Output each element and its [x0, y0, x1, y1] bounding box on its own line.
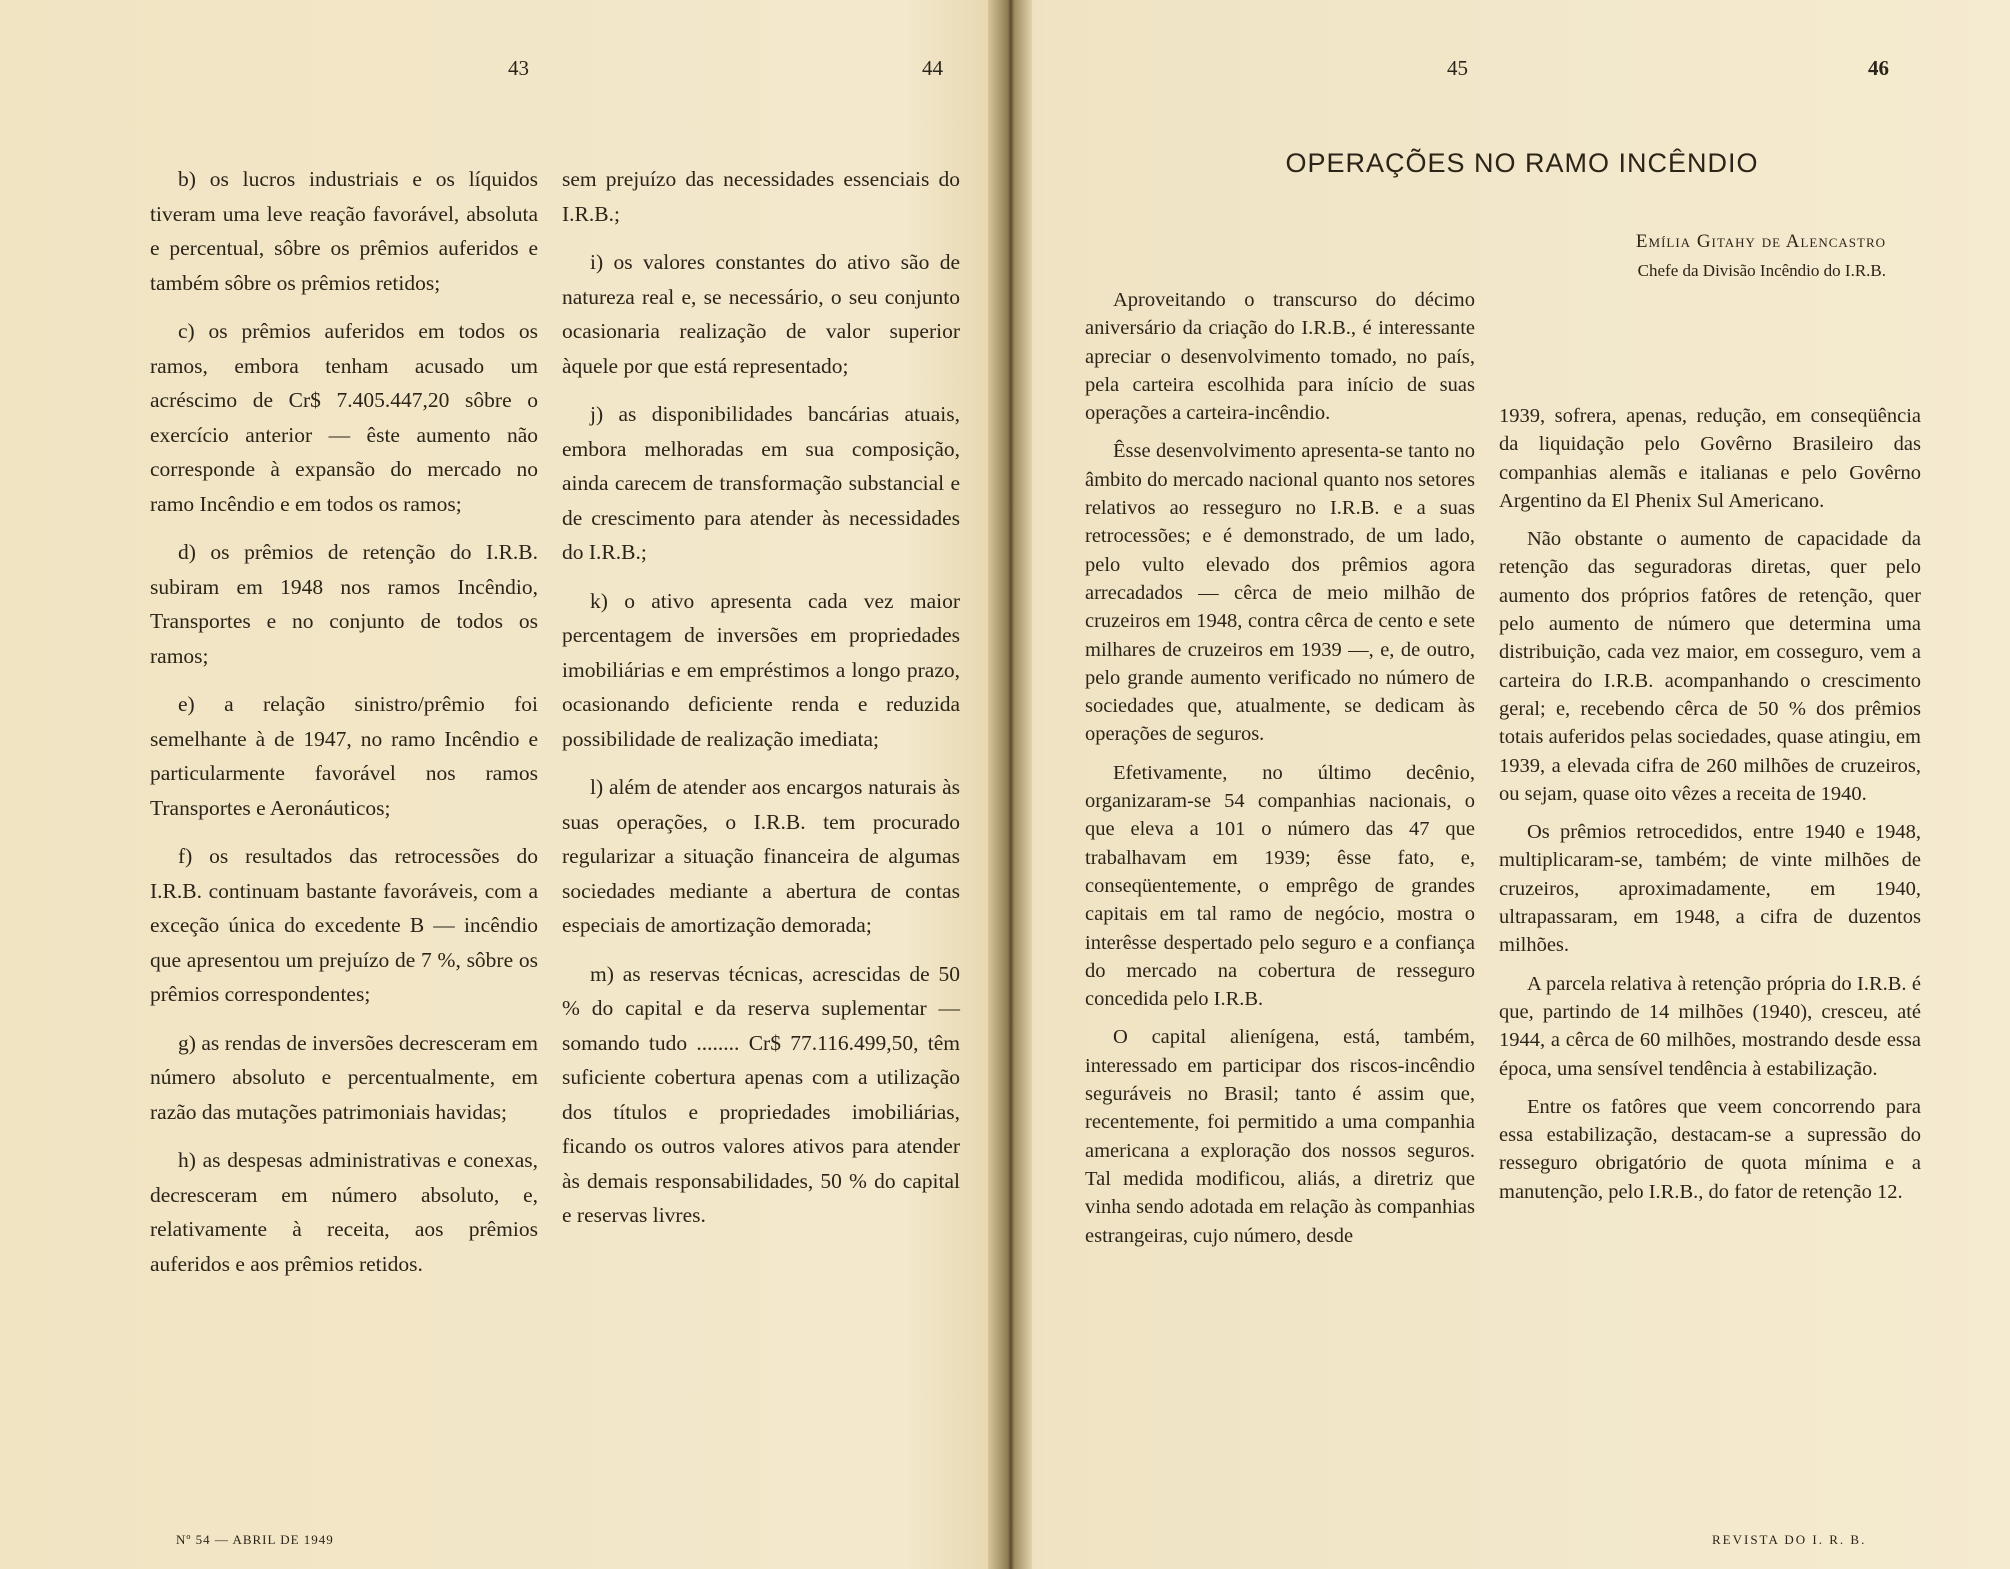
article-paragraph: Os prêmios retrocedidos, entre 1940 e 1948, multiplicaram-se, também; de vinte milhões de cruzeiros, aproximadamente, em 1940, ultrapassaram, em 1948, a cifra de duzentos milhões.	[1499, 821, 1921, 957]
paragraph-b: b) os lucros industriais e os líquidos tiveram uma leve reação favorável, absoluta e percentual, sôbre os prêmios auferidos e também sôbre os prêmios retidos;	[150, 167, 538, 295]
paragraph-k: k) o ativo apresenta cada vez maior percentagem de inversões em propriedades imobiliárias e em empréstimos a longo prazo, ocasionando deficiente renda e reduzida possibilidade de realização imediata;	[562, 588, 960, 751]
paragraph-c: c) os prêmios auferidos em todos os ramos, embora tenham acusado um acréscimo de Cr$ 7.405.447,20 sôbre o exercício anterior — êste aumento não corresponde à expansão do mercado no ramo Incêndio e em todos os ramos;	[150, 319, 538, 516]
issue-footer: Nº 54 — ABRIL DE 1949	[176, 1532, 334, 1547]
paragraph-l: l) além de atender aos encargos naturais às suas operações, o I.R.B. tem procurado regularizar a situação financeira de algumas sociedades mediante a abertura de contas especiais de amortização demorada;	[562, 775, 960, 937]
paragraph-d: d) os prêmios de retenção do I.R.B. subiram em 1948 nos ramos Incêndio, Transportes e no conjunto de todos os ramos;	[150, 540, 538, 668]
right-page	[1032, 0, 2010, 1569]
left-page-column-2	[562, 162, 960, 1247]
article-paragraph: Não obstante o aumento de capacidade da retenção das seguradoras diretas, quer pelo aumento dos próprios fatôres de retenção, quer pelo aumento de número que determina uma distribuição, cada vez maior, em cosseguro, vem a carteira do I.R.B. acompanhando o crescimento geral; e, recebendo cêrca de 50 % dos prêmios totais auferidos pelas sociedades, quase atingiu, em 1939, a elevada cifra de 260 milhões de cruzeiros, ou sejam, quase oito vêzes a receita de 1940.	[1499, 528, 1921, 805]
article-paragraph: 1939, sofrera, apenas, redução, em conseqüência da liquidação pelo Govêrno Brasileiro das companhias alemãs e italianas e pelo Govêrno Argentino da El Phenix Sul Americano.	[1499, 405, 1921, 512]
paragraph-j: j) as disponibilidades bancárias atuais, embora melhoradas em sua composição, ainda carecem de transformação substancial e de crescimento para atender às necessidades do I.R.B.;	[562, 402, 960, 564]
paragraph-m: m) as reservas técnicas, acrescidas de 50 % do capital e da reserva suplementar — somando tudo ........ Cr$ 77.116.499,50, têm suficiente cobertura apenas com a utilização dos títulos e propriedades imobiliárias, ficando os outros valores ativos para atender às demais responsabilidades, 50 % do capital e reservas livres.	[562, 961, 960, 1227]
right-page-column-1	[1085, 286, 1475, 1260]
paragraph-i: i) os valores constantes do ativo são de natureza real e, se necessário, o seu conjunto ocasionaria realização de valor superior àquele por que está representado;	[562, 250, 960, 378]
page-number-46: 46	[1868, 56, 1889, 80]
paragraph-e: e) a relação sinistro/prêmio foi semelhante à de 1947, no ramo Incêndio e particularmente favorável nos ramos Transportes e Aeronáuticos;	[150, 692, 538, 820]
article-title: OPERAÇÕES NO RAMO INCÊNDIO	[1285, 148, 1759, 178]
author-role: Chefe da Divisão Incêndio do I.R.B.	[1637, 261, 1886, 280]
article-paragraph: A parcela relativa à retenção própria do I.R.B. é que, partindo de 14 milhões (1940), cresceu, até 1944, a cêrca de 60 milhões, mostrando desde essa época, uma sensível tendência à estabilização.	[1499, 972, 1921, 1080]
paragraph-f: f) os resultados das retrocessões do I.R.B. continuam bastante favoráveis, com a exceção única do excedente B — incêndio que apresentou um prejuízo de 7 %, sôbre os prêmios correspondentes;	[150, 844, 538, 1006]
article-paragraph: O capital alienígena, está, também, interessado em participar dos riscos-incêndio seguráveis no Brasil; tanto é assim que, recentemente, foi permitido a uma companhia americana a exploração dos nossos seguros. Tal medida modificou, aliás, a diretriz que vinha sendo adotada em relação às companhias estrangeiras, cujo número, desde	[1085, 1026, 1475, 1247]
article-paragraph: Entre os fatôres que veem concorrendo para essa estabilização, destacam-se a supressão do resseguro obrigatório de quota mínima e a manutenção, pelo I.R.B., do fator de retenção 12.	[1499, 1095, 1921, 1203]
page-number-44: 44	[922, 56, 943, 80]
left-page-column-1	[150, 162, 538, 1295]
journal-footer: REVISTA DO I. R. B.	[1712, 1532, 1867, 1547]
paragraph-g: g) as rendas de inversões decresceram em número absoluto e percentualmente, em razão das mutações patrimoniais havidas;	[150, 1030, 538, 1124]
article-paragraph: Aproveitando o transcurso do décimo aniversário da criação do I.R.B., é interessante apreciar o desenvolvimento tomado, no país, pela carteira escolhida para início de suas operações a carteira-incêndio.	[1085, 289, 1475, 425]
right-page-column-2	[1499, 402, 1921, 1216]
book-gutter	[988, 0, 1032, 1569]
left-page	[0, 0, 988, 1569]
article-author: Emília Gitahy de Alencastro	[1635, 231, 1886, 252]
article-paragraph: Êsse desenvolvimento apresenta-se tanto no âmbito do mercado nacional quanto nos setores relativos ao resseguro no I.R.B. e a suas retrocessões; e é demonstrado, de um lado, pelo vulto elevado dos prêmios agora arrecadados — cêrca de meio milhão de cruzeiros em 1948, contra cêrca de cento e sete milhares de cruzeiros em 1939 —, e, de outro, pelo grande aumento verificado no número de sociedades que, atualmente, se dedicam às operações de seguros.	[1085, 440, 1475, 746]
article-paragraph: Efetivamente, no último decênio, organizaram-se 54 companhias nacionais, o que eleva a 101 o número das 47 que trabalhavam em 1939; êsse fato, e, conseqüentemente, o emprêgo de grandes capitais em tal ramo de negócio, mostra o interêsse despertado pelo seguro e a confiança do mercado na cobertura de resseguro concedida pelo I.R.B.	[1085, 761, 1475, 1011]
page-number-45: 45	[1447, 56, 1468, 80]
paragraph-continuation: sem prejuízo das necessidades essenciais do I.R.B.;	[562, 167, 960, 226]
paragraph-h: h) as despesas administrativas e conexas, decresceram em número absoluto, e, relativamente à receita, aos prêmios auferidos e aos prêmios retidos.	[150, 1148, 538, 1276]
page-number-43: 43	[508, 56, 529, 80]
